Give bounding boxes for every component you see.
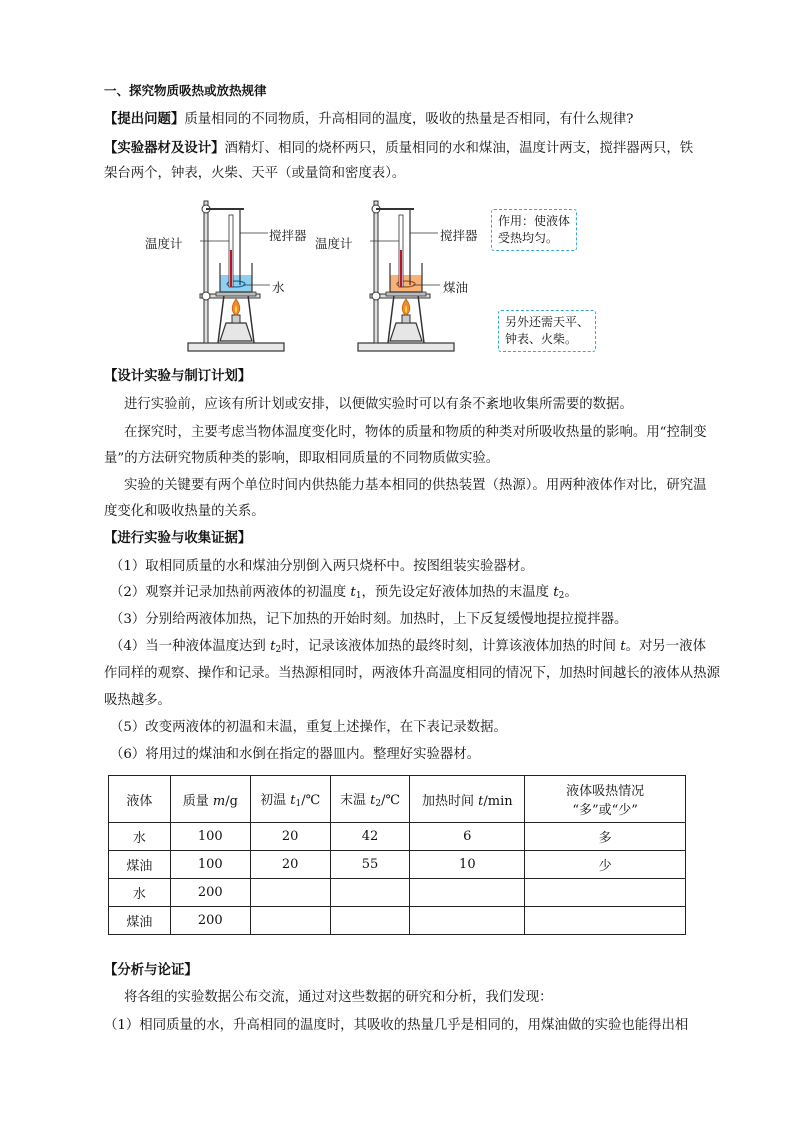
header-t2-unit: /℃ bbox=[381, 793, 401, 808]
step4-t2: t bbox=[270, 639, 276, 654]
table-cell bbox=[525, 879, 686, 907]
table-row bbox=[109, 851, 686, 879]
table-cell bbox=[250, 907, 330, 935]
table-cell bbox=[330, 879, 410, 907]
section-title: 一、探究物质吸热或放热规律 bbox=[104, 83, 267, 98]
materials-paragraph bbox=[104, 139, 693, 159]
step2-text-c: 。 bbox=[564, 585, 578, 600]
evidence-step-4-line2: 作同样的观察、操作和记录。当热源相同时，两液体升高温度相同的情况下，加热时间越长的液体从热源 bbox=[104, 666, 720, 681]
table-cell bbox=[410, 907, 525, 935]
left-liquid-label: 水 bbox=[272, 280, 285, 295]
materials-line2: 架台两个，钟表，火柴、天平（或量筒和密度表）。 bbox=[104, 166, 406, 181]
header-t1-unit: /℃ bbox=[301, 793, 321, 808]
header-time-text: 加热时间 bbox=[422, 793, 479, 809]
materials-label: 【实验器材及设计】 bbox=[104, 141, 225, 156]
table-header-row bbox=[109, 776, 686, 823]
table-cell: 200 bbox=[170, 879, 250, 907]
table-cell bbox=[330, 907, 410, 935]
header-heating-time bbox=[410, 776, 525, 823]
header-absorption bbox=[525, 776, 686, 823]
header-absorb-line1: 液体吸热情况 bbox=[566, 784, 645, 799]
table-cell: 100 bbox=[170, 823, 250, 851]
stirrer-note bbox=[491, 209, 577, 251]
step2-text-b: ，预先设定好液体加热的末温度 bbox=[361, 585, 554, 600]
table-cell: 10 bbox=[410, 851, 525, 879]
left-stirrer-label: 搅拌器 bbox=[269, 228, 307, 243]
table-row bbox=[109, 879, 686, 907]
header-mass-symbol: m bbox=[212, 793, 226, 809]
step4-t: t bbox=[620, 639, 626, 654]
left-thermometer-label: 温度计 bbox=[145, 236, 183, 251]
left-apparatus bbox=[188, 201, 284, 351]
header-time-symbol: t bbox=[478, 793, 484, 809]
plan-paragraph-3-line2: 度变化和吸收热量的关系。 bbox=[104, 504, 265, 519]
evidence-step-2 bbox=[110, 583, 578, 606]
evidence-step-1: （1）取相同质量的水和煤油分别倒入两只烧杯中。按图组装实验器材。 bbox=[110, 559, 534, 574]
table-cell: 55 bbox=[330, 851, 410, 879]
step4-t2-sub: 2 bbox=[275, 645, 282, 655]
table-cell: 煤油 bbox=[109, 851, 171, 879]
plan-paragraph-1: 进行实验前，应该有所计划或安排，以便做实验时可以有条不紊地收集所需要的数据。 bbox=[124, 397, 633, 412]
header-final-temp bbox=[330, 776, 410, 823]
plan-paragraph-3-line1: 实验的关键要有两个单位时间内供热能力基本相同的供热装置（热源）。用两种液体作对比，研究温 bbox=[124, 478, 707, 493]
step2-text-a: （2）观察并记录加热前两液体的初温度 bbox=[110, 585, 351, 600]
extra-equipment-note bbox=[498, 310, 596, 352]
header-mass bbox=[170, 776, 250, 823]
table-row bbox=[109, 823, 686, 851]
header-mass-unit: /g bbox=[225, 793, 238, 809]
step2-t1-sub: 1 bbox=[355, 591, 362, 601]
header-mass-text: 质量 bbox=[182, 793, 213, 809]
header-absorb-line2: “多”或“少” bbox=[572, 803, 638, 818]
step2-t1: t bbox=[350, 585, 356, 600]
plan-label: 【设计实验与制订计划】 bbox=[104, 369, 252, 384]
step4-text-c: 。对另一液体 bbox=[625, 639, 706, 654]
materials-line1: 酒精灯、相同的烧杯两只，质量相同的水和煤油，温度计两支，搅拌器两只，铁 bbox=[224, 141, 694, 156]
question-paragraph bbox=[104, 110, 633, 130]
table-cell: 6 bbox=[410, 823, 525, 851]
extra-note-line1: 另外还需天平、 bbox=[505, 315, 590, 329]
table-row bbox=[109, 907, 686, 935]
table-cell bbox=[250, 879, 330, 907]
right-stirrer-label: 搅拌器 bbox=[440, 228, 478, 243]
evidence-step-4-line3: 吸热越多。 bbox=[104, 693, 171, 708]
table-cell: 煤油 bbox=[109, 907, 171, 935]
header-t2-symbol: t bbox=[370, 793, 376, 808]
table-cell: 200 bbox=[170, 907, 250, 935]
table-cell: 水 bbox=[109, 823, 171, 851]
right-thermometer-label: 温度计 bbox=[315, 236, 353, 251]
table-cell: 20 bbox=[250, 851, 330, 879]
table-cell: 多 bbox=[525, 823, 686, 851]
right-liquid-label: 煤油 bbox=[443, 280, 469, 295]
question-text: 质量相同的不同物质，升高相同的温度，吸收的热量是否相同，有什么规律? bbox=[184, 112, 634, 127]
header-t2-text: 末温 bbox=[339, 793, 371, 808]
header-t1-symbol: t bbox=[290, 793, 296, 808]
table-cell bbox=[525, 907, 686, 935]
stirrer-note-line2: 受热均匀。 bbox=[498, 231, 559, 245]
table-cell: 20 bbox=[250, 823, 330, 851]
evidence-label: 【进行实验与收集证据】 bbox=[104, 531, 252, 546]
header-time-unit: /min bbox=[483, 793, 513, 809]
table-cell bbox=[410, 879, 525, 907]
stirrer-note-line1: 作用：使液体 bbox=[498, 214, 571, 228]
evidence-step-6: （6）将用过的煤油和水倒在指定的器皿内。整理好实验器材。 bbox=[110, 747, 481, 762]
evidence-step-5: （5）改变两液体的初温和末温，重复上述操作，在下表记录数据。 bbox=[110, 720, 507, 735]
table-cell: 水 bbox=[109, 879, 171, 907]
analysis-label: 【分析与论证】 bbox=[104, 963, 198, 978]
extra-note-line2: 钟表、火柴。 bbox=[505, 332, 578, 346]
step2-t2-sub: 2 bbox=[558, 591, 565, 601]
header-t2-sub: 2 bbox=[375, 799, 382, 809]
step4-text-a: （4）当一种液体温度达到 bbox=[110, 639, 271, 654]
data-table bbox=[108, 775, 686, 935]
table-cell: 42 bbox=[330, 823, 410, 851]
step4-text-b: 时，记录该液体加热的最终时刻，计算该液体加热的时间 bbox=[281, 639, 621, 654]
header-t1-sub: 1 bbox=[295, 799, 302, 809]
analysis-paragraph-2: （1）相同质量的水，升高相同的温度时，其吸收的热量几乎是相同的，用煤油做的实验也能得出相 bbox=[104, 1018, 689, 1033]
plan-paragraph-2-line2: 量”的方法研究物质种类的影响，即取相同质量的不同物质做实验。 bbox=[104, 451, 500, 466]
evidence-step-4 bbox=[110, 637, 706, 660]
analysis-paragraph-1: 将各组的实验数据公布交流，通过对这些数据的研究和分析，我们发现： bbox=[124, 990, 553, 1005]
header-liquid: 液体 bbox=[109, 776, 171, 823]
right-apparatus bbox=[358, 201, 454, 351]
evidence-step-3: （3）分别给两液体加热，记下加热的开始时刻。加热时，上下反复缓慢地提拉搅拌器。 bbox=[110, 612, 628, 627]
experiment-figure bbox=[140, 195, 610, 357]
table-cell: 100 bbox=[170, 851, 250, 879]
plan-paragraph-2-line1: 在探究时，主要考虑当物体温度变化时，物体的质量和物质的种类对所吸收热量的影响。用“控制变 bbox=[124, 425, 707, 440]
table-cell: 少 bbox=[525, 851, 686, 879]
step2-t2: t bbox=[553, 585, 559, 600]
header-initial-temp bbox=[250, 776, 330, 823]
header-t1-text: 初温 bbox=[260, 793, 291, 808]
question-label: 【提出问题】 bbox=[104, 112, 185, 127]
